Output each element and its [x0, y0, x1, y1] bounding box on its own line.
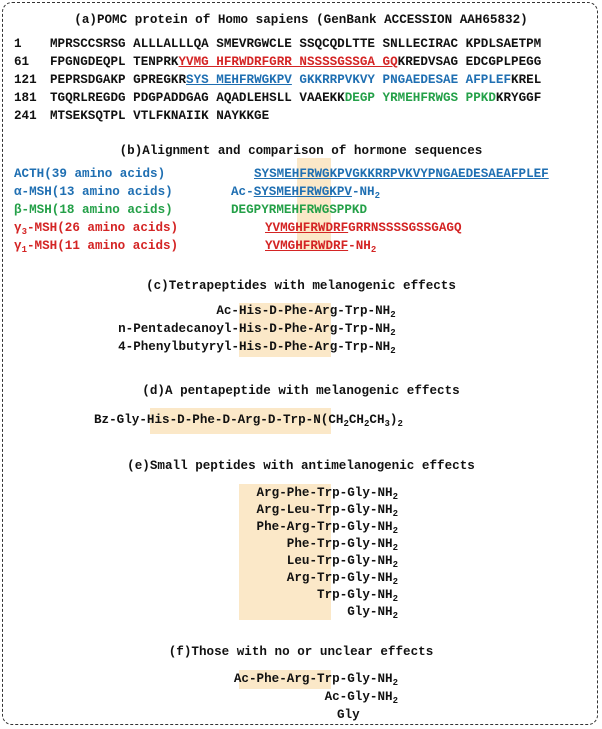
- gamma3-msh-sequence: [265, 221, 462, 236]
- tetrapeptide-3-prefix: 4-Phenylbutyryl-: [118, 340, 239, 354]
- pentapeptide-prefix: Bz-Gly-: [94, 413, 147, 427]
- residue-rest: -Phe-Arg-Trp: [276, 304, 368, 318]
- list-item: [0, 571, 398, 586]
- seq-line-121: [50, 73, 541, 88]
- residue-his: His: [239, 322, 262, 336]
- alpha-msh-sequence: [231, 185, 380, 200]
- amide-end: -NH: [367, 340, 391, 354]
- amide-end: -NH: [367, 322, 391, 336]
- residue-his: His: [239, 340, 262, 354]
- gamma3-rest: GRRNSSSSGSSGAGQ: [348, 221, 462, 235]
- subscript: 3: [384, 419, 390, 429]
- subscript: 2: [392, 678, 398, 688]
- peptide-text: Gly: [337, 708, 360, 722]
- gamma3-core: YVMGHFRWDRF: [265, 221, 349, 235]
- seq-line-241-num: 241: [14, 109, 37, 123]
- pentapeptide-part: His-: [146, 413, 178, 427]
- pentapeptide-part: -Phe-: [184, 413, 223, 427]
- tetrapeptide-2-core: His-$D-Phe-Arg-Trp-NH_2$: [239, 322, 396, 338]
- peptide-text: Arg-Phe-Trp-Gly-NH: [256, 486, 393, 500]
- list-item: [337, 708, 602, 723]
- acth-sequence: SYSMEHFRWGKPVGKKRRPVKVYPNGAEDESAEAFPLEF: [254, 167, 549, 181]
- list-item: [0, 588, 398, 603]
- seq-line-1-num: 1: [14, 37, 22, 51]
- subscript: 2: [363, 419, 370, 429]
- gamma1-subscript: 2: [370, 245, 377, 255]
- list-item: [0, 672, 398, 687]
- subscript: 2: [390, 328, 396, 338]
- gamma1-core: YVMGHFRWDRF: [265, 239, 349, 253]
- beta-msh-label: β-MSH(18 amino acids): [14, 203, 173, 217]
- gamma1-suffix: -NH: [348, 239, 371, 253]
- section-d-title: (d)A pentapeptide with melanogenic effects: [142, 384, 460, 398]
- section-b-title: (b)Alignment and comparison of hormone sequences: [119, 144, 483, 158]
- peptide-text: Ac-Gly-NH: [324, 690, 393, 704]
- residue-rest: -Phe-Arg-Trp: [276, 340, 368, 354]
- peptide-text: Arg-Trp-Gly-NH: [286, 571, 393, 585]
- gamma1-glyph: γ: [14, 239, 22, 253]
- subscript: 2: [390, 310, 396, 320]
- peptide-text: Arg-Leu-Trp-Gly-NH: [256, 503, 393, 517]
- list-item: [0, 690, 398, 705]
- alpha-msh-segment: SYS MEHFRWGKPV: [186, 73, 292, 87]
- gamma1-msh-label: [14, 239, 178, 254]
- list-item: [0, 486, 398, 501]
- tetrapeptide-2-prefix: n-Pentadecanoyl-: [118, 322, 239, 336]
- section-c-title: (c)Tetrapeptides with melanogenic effects: [146, 279, 456, 293]
- beta-msh-segment: DEGP YRMEHFRWGS PPKD: [344, 91, 496, 105]
- seq-line-181-num: 181: [14, 91, 37, 105]
- subscript: 2: [392, 594, 398, 604]
- list-item: [0, 503, 398, 518]
- subscript: 2: [392, 560, 398, 570]
- subscript: 2: [343, 419, 349, 429]
- gamma1-text: -MSH(11 amino acids): [26, 239, 179, 253]
- antimelanogenic-list: [0, 486, 398, 620]
- d-prefix: D: [177, 413, 185, 427]
- subscript: 2: [392, 611, 398, 621]
- seq-line-1: MPRSCCSRSG ALLLALLLQA SMEVRGWCLE SSQCQDLTTE SNLLECIRAC KPDLSAETPM: [50, 37, 542, 51]
- alpha-subscript: 2: [374, 191, 381, 201]
- seq-line-61: [50, 55, 541, 70]
- amide-end: -N(CH: [305, 413, 344, 427]
- subscript: 2: [392, 526, 398, 536]
- alpha-msh-label: α-MSH(13 amino acids): [14, 185, 173, 199]
- list-item: [0, 605, 398, 620]
- gamma-msh-segment: YVMG HFRWDRFGRR NSSSSGSSGA GQ: [178, 55, 398, 69]
- seq-segment: KREL: [511, 73, 542, 87]
- gamma1-msh-sequence: [265, 239, 376, 254]
- gamma3-glyph: γ: [14, 221, 22, 235]
- peptide-text: Phe-Arg-Trp-Gly-NH: [256, 520, 393, 534]
- group: ): [389, 413, 398, 427]
- subscript: 2: [392, 696, 398, 706]
- tetrapeptide-1-core: His-$D-Phe-Arg-Trp-NH_2$: [239, 304, 396, 320]
- pentapeptide: [94, 413, 403, 428]
- d-prefix: D: [269, 304, 277, 318]
- list-item: [0, 537, 398, 552]
- alpha-core: SYSMEHFRWGKPV: [253, 185, 352, 199]
- beta-msh-sequence: DEGPYRMEHFRWGSPPKD: [231, 203, 368, 217]
- acth-label: ACTH(39 amino acids): [14, 167, 166, 181]
- seq-line-181: [50, 91, 541, 106]
- d-prefix: D: [269, 322, 277, 336]
- unclear-effects-list: [0, 672, 398, 723]
- d-prefix: D: [222, 413, 231, 427]
- gamma1-sub: 1: [21, 245, 27, 255]
- peptide-text: Trp-Gly-NH: [317, 588, 393, 602]
- section-a-title: (a)POMC protein of Homo sapiens (GenBank ACCESSION AAH65832): [74, 13, 528, 27]
- peptide-text: Leu-Trp-Gly-NH: [286, 554, 393, 568]
- pentapeptide-part: -Trp: [275, 413, 306, 427]
- seq-segment: TGQRLREGDG PDGPADDGAG AQADLEHSLL VAAEKK: [50, 91, 345, 105]
- seq-segment: KRYGGF: [495, 91, 542, 105]
- section-e-title: (e)Small peptides with antimelanogenic effects: [127, 459, 475, 473]
- amide-end: -NH: [367, 304, 391, 318]
- gamma3-msh-label: [14, 221, 178, 236]
- gamma3-sub: 3: [21, 227, 27, 237]
- d-prefix: D: [269, 340, 277, 354]
- seq-line-241: MTSEKSQTPL VTLFKNAIIK NAYKKGE: [50, 109, 270, 123]
- list-item: [0, 520, 398, 535]
- seq-line-61-num: 61: [14, 55, 30, 69]
- seq-segment: KREDVSAG EDCGPLPEGG: [397, 55, 542, 69]
- seq-segment: FPGNGDEQPL TENPRK: [50, 55, 179, 69]
- subscript: 2: [397, 419, 403, 429]
- subscript: 2: [392, 577, 398, 587]
- peptide-text: Gly-NH: [347, 605, 393, 619]
- pentapeptide-part: -Arg-: [230, 413, 268, 427]
- peptide-text: Phe-Trp-Gly-NH: [286, 537, 393, 551]
- tetrapeptide-1-prefix: Ac-: [216, 304, 239, 318]
- subscript: 2: [392, 543, 398, 553]
- subscript: 2: [390, 346, 396, 356]
- gamma3-text: -MSH(26 amino acids): [26, 221, 179, 235]
- residue-his: His: [239, 304, 262, 318]
- alpha-prefix: Ac-: [231, 185, 254, 199]
- alpha-suffix: -NH: [351, 185, 375, 199]
- section-f-title: (f)Those with no or unclear effects: [168, 645, 434, 659]
- subscript: 2: [392, 492, 398, 502]
- tetrapeptide-3-core: His-$D-Phe-Arg-Trp-NH_2$: [239, 340, 396, 356]
- group: CH: [348, 413, 364, 427]
- d-prefix: D: [267, 413, 276, 427]
- peptide-text: Ac-Phe-Arg-Trp-Gly-NH: [233, 672, 393, 686]
- seq-segment: PEPRSDGAKP GPREGKR: [50, 73, 187, 87]
- residue-rest: -Phe-Arg-Trp: [276, 322, 368, 336]
- subscript: 2: [392, 509, 398, 519]
- seq-line-121-num: 121: [14, 73, 37, 87]
- acth-segment: GKKRRPVKVY PNGAEDESAE AFPLEF: [291, 73, 512, 87]
- group: CH: [369, 413, 385, 427]
- list-item: [0, 554, 398, 569]
